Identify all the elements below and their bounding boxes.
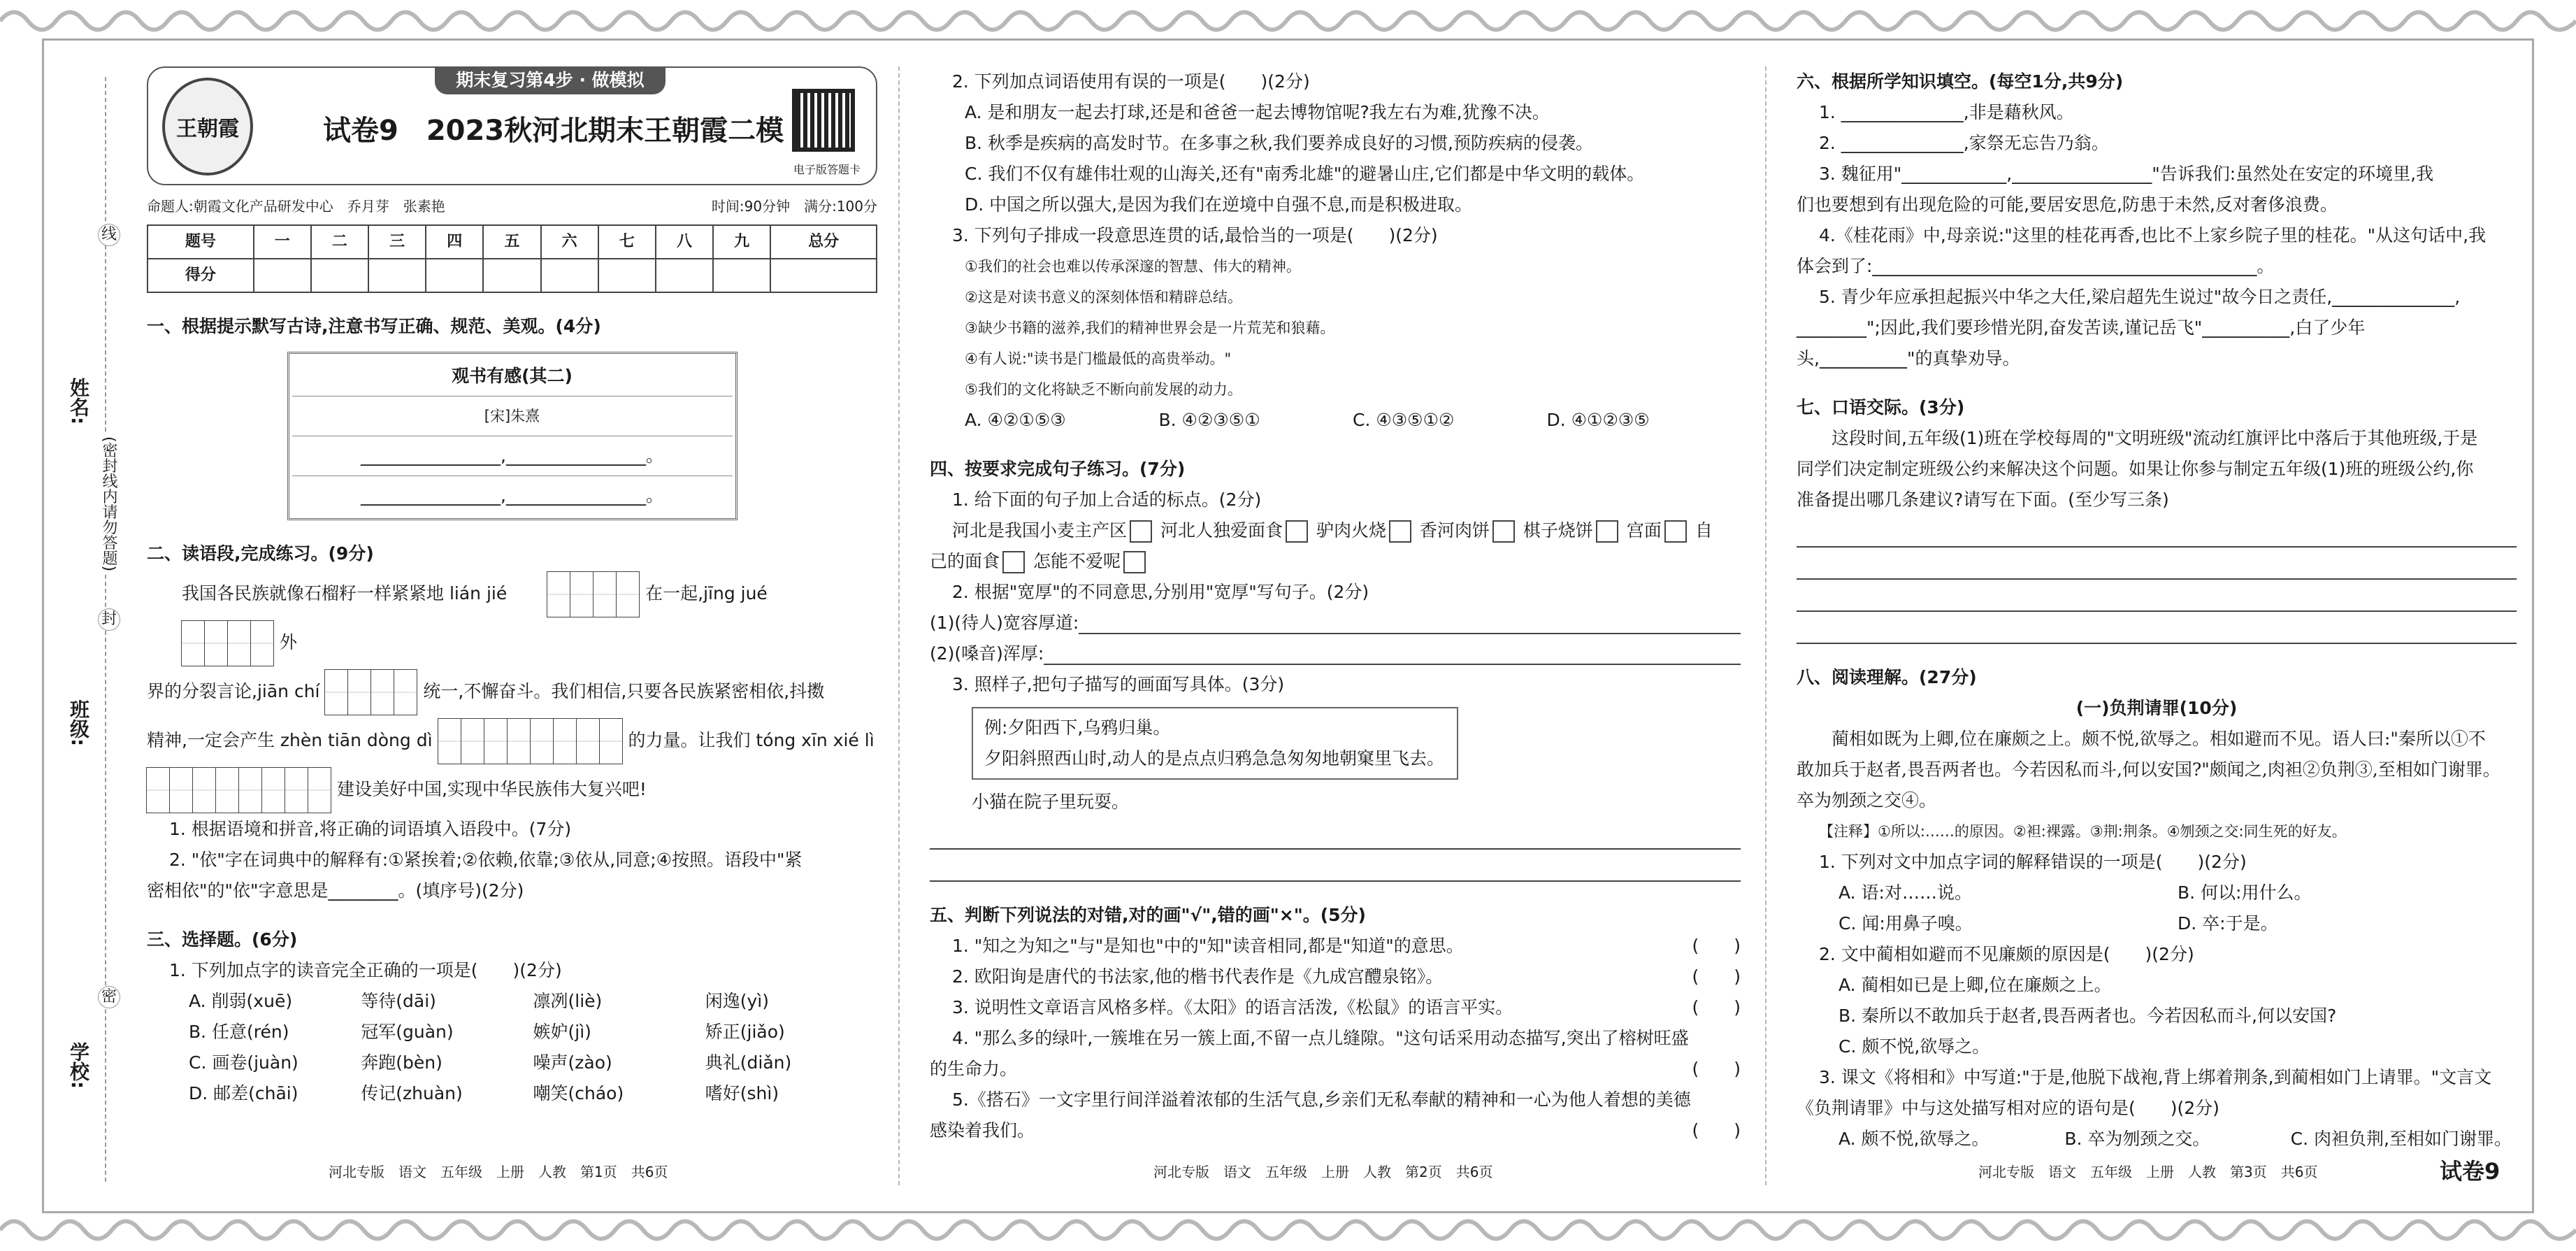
fill-item[interactable]: 1. ______________,非是藉秋风。	[1819, 102, 2074, 122]
judge-item: 3. 说明性文章语言风格多样。《太阳》的语言活泼,《松鼠》的语言平实。 ( )	[930, 992, 1741, 1023]
option[interactable]: C. 颇不悦,欲辱之。	[1839, 1036, 1990, 1057]
option-row[interactable]: A. ④②①⑤③ B. ④②③⑤① C. ④③⑤①② D. ④①②③⑤	[965, 410, 1650, 430]
reading-question-2: 2. 文中蔺相如避而不见廉颇的原因是( )(2分)	[1819, 944, 2194, 964]
prompt-text: 这段时间,五年级(1)班在学校每周的"文明班级"流动红旗评比中落后于其他班级,于是	[1832, 428, 2478, 448]
option[interactable]: B. 秦所以不敢加兵于赵者,畏吾两者也。今若因私而斗,何以安国?	[1839, 1006, 2337, 1026]
column-divider	[1765, 66, 1766, 1185]
judge-item: 感染着我们。 ( )	[930, 1115, 1741, 1146]
poem-box	[287, 352, 737, 520]
classical-text: 敢加兵于赵者,畏吾两者也。今若因私而斗,何以安国?"颇闻之,肉袒②负荆③,至相如门谢罪。	[1797, 759, 2501, 780]
poem-answer-line[interactable]: ________________,________________。	[292, 436, 733, 476]
judge-item: 1. "知之为知之"与"是知也"中的"知"读音相同,都是"知道"的意思。 ( )	[930, 931, 1741, 962]
score-cell[interactable]	[713, 259, 770, 292]
pinyin-writing-grid[interactable]	[325, 669, 417, 715]
score-header-cell: 一	[254, 225, 311, 259]
exam-time: 时间:90分钟 满分:100分	[711, 198, 877, 215]
poem-author: [宋]朱熹	[292, 396, 733, 436]
qr-caption: 电子版答题卡	[793, 163, 861, 176]
s2-question-1: 1. 根据语境和拼音,将正确的词语填入语段中。(7分)	[169, 819, 572, 839]
score-header-cell: 九	[713, 225, 770, 259]
option[interactable]: D. 中国之所以强大,是因为我们在逆境中自强不息,而是积极进取。	[965, 194, 1473, 215]
brand-logo: 王朝霞	[162, 78, 253, 176]
score-cell[interactable]	[598, 259, 656, 292]
sentence-item: ②这是对读书意义的深刻体悟和精辟总结。	[965, 289, 1242, 306]
punctuation-box[interactable]	[1596, 520, 1618, 543]
passage-text: 在一起,jīng jué	[645, 583, 768, 603]
answer-paren[interactable]: ( )	[1692, 997, 1741, 1017]
option-row[interactable]: A. 语:对……说。 B. 何以:用什么。	[1839, 882, 2312, 903]
score-cell[interactable]	[426, 259, 483, 292]
score-row	[147, 259, 877, 292]
score-row-label: 得分	[147, 259, 254, 292]
option-row[interactable]: A. 削弱(xuē) 等待(dāi) 凛冽(liè) 闲逸(yì)	[189, 991, 769, 1011]
reading-question-3-cont: 《负荆请罪》中与这处描写相对应的语句是( )(2分)	[1797, 1098, 2219, 1118]
passage-text: 统一,不懈奋斗。我们相信,只要各民族紧密相依,抖擞	[423, 681, 825, 701]
prompt-text: 同学们决定制定班级公约来解决这个问题。如果让你参与制定五年级(1)班的班级公约,你	[1797, 459, 2474, 479]
bottom-wave-border	[0, 1209, 2576, 1251]
s3-question-2: 2. 下列加点词语使用有误的一项是( )(2分)	[952, 71, 1310, 92]
score-table	[147, 224, 877, 293]
score-cell[interactable]	[770, 259, 877, 292]
score-header-cell: 七	[598, 225, 656, 259]
passage-text: 精神,一定会产生 zhèn tiān dòng dì	[147, 730, 433, 750]
s3-question-3: 3. 下列句子排成一段意思连贯的话,最恰当的一项是( )(2分)	[952, 225, 1438, 245]
s2-question-2-cont: 密相依"的"依"字意思是________。(填序号)(2分)	[147, 880, 524, 901]
sentence-item: ④有人说:"读书是门槛最低的高贵举动。"	[965, 350, 1232, 367]
page-3-column	[1797, 66, 2517, 1157]
pinyin-writing-grid[interactable]	[147, 620, 274, 666]
score-header-cell: 总分	[770, 225, 877, 259]
section-8-title: 八、阅读理解。(27分)	[1797, 667, 1977, 687]
classical-text: 卒为刎颈之交④。	[1797, 790, 1937, 810]
score-cell[interactable]	[311, 259, 368, 292]
passage-line	[147, 667, 877, 716]
page-footer: 河北专版 语文 五年级 上册 人教 第2页 共6页	[1153, 1164, 1493, 1180]
section-2-title: 二、读语段,完成练习。(9分)	[147, 543, 374, 564]
section-1-title: 一、根据提示默写古诗,注意书写正确、规范、美观。(4分)	[147, 316, 601, 336]
prompt-text: 准备提出哪几条建议?请写在下面。(至少写三条)	[1797, 489, 2169, 510]
punctuation-box[interactable]	[1664, 520, 1687, 543]
section-6-title: 六、根据所学知识填空。(每空1分,共9分)	[1797, 71, 2124, 92]
s3-question-1: 1. 下列加点字的读音完全正确的一项是( )(2分)	[169, 960, 562, 980]
answer-line-row: (1)(待人)宽容厚道:	[930, 608, 1741, 638]
punctuation-line: 河北是我国小麦主产区 河北人独爱面食 驴肉火烧 香河肉饼 棋子烧饼 宫面 自	[930, 515, 1741, 546]
poem-title: 观书有感(其二)	[292, 357, 733, 396]
option-row[interactable]: D. 邮差(chāi) 传记(zhuàn) 嘲笑(cháo) 嗜好(shì)	[189, 1083, 779, 1103]
exam-header	[147, 66, 877, 185]
sentence-item: ①我们的社会也难以传承深邃的智慧、伟大的精神。	[965, 258, 1301, 275]
fill-item[interactable]: 3. 魏征用"____________,________________"告诉我们:虽然处在安定的环境里,我	[1819, 164, 2434, 184]
punctuation-box[interactable]	[1130, 520, 1152, 543]
qr-code-icon[interactable]	[792, 89, 855, 152]
answer-line[interactable]	[1797, 515, 2517, 548]
binding-mark-seal: 封	[98, 608, 120, 631]
s4-question-1: 1. 给下面的句子加上合适的标点。(2分)	[952, 489, 1262, 510]
passage-text: 外	[279, 632, 297, 652]
fill-item[interactable]: 5. 青少年应承担起振兴中华之大任,梁启超先生说过"故今日之责任,______________,	[1819, 287, 2461, 307]
answer-line[interactable]	[1797, 612, 2517, 644]
score-cell[interactable]	[656, 259, 713, 292]
score-header-cell: 八	[656, 225, 713, 259]
annotation: 【注释】①所以:……的原因。②袒:裸露。③荆:荆条。④刎颈之交:同生死的好友。	[1819, 823, 2347, 840]
school-field-label: 学校:	[67, 1042, 90, 1089]
reading-question-3: 3. 课文《将相和》中写道:"于是,他脱下战袍,背上绑着荆条,到蔺相如门上请罪。"文言文	[1819, 1067, 2492, 1087]
section-3-title: 三、选择题。(6分)	[147, 929, 298, 950]
binding-mark-line: 线	[98, 224, 120, 246]
fill-item[interactable]: 2. ______________,家祭无忘告乃翁。	[1819, 133, 2109, 153]
exam-number-badge: 试卷9	[2440, 1158, 2501, 1185]
page-footer: 河北专版 语文 五年级 上册 人教 第3页 共6页	[1978, 1164, 2318, 1180]
option-row[interactable]: A. 颇不悦,欲辱之。 B. 卒为刎颈之交。 C. 肉袒负荆,至相如门谢罪。	[1839, 1129, 2512, 1149]
rewrite-prompt: 小猫在院子里玩耍。	[972, 792, 1130, 812]
judge-item: 2. 欧阳询是唐代的书法家,他的楷书代表作是《九成宫醴泉铭》。 ( )	[930, 962, 1741, 992]
example-line: 夕阳斜照西山时,动人的是点点归鸦急急匆匆地朝窠里飞去。	[984, 748, 1444, 769]
exam-title: 试卷9 2023秋河北期末王朝霞二模	[323, 115, 784, 147]
option[interactable]: A. 蔺相如已是上卿,位在廉颇之上。	[1839, 975, 2112, 995]
example-box	[972, 707, 1458, 780]
passage-line	[147, 569, 877, 667]
judge-item: 5.《搭石》一文字里行间洋溢着浓郁的生活气息,乡亲们无私奉献的精神和一心为他人着想的美德	[952, 1089, 1691, 1110]
answer-line[interactable]	[1079, 608, 1741, 634]
review-banner: 期末复习第4步 · 做模拟	[435, 66, 665, 94]
option-row[interactable]: B. 任意(rén) 冠军(guàn) 嫉妒(jì) 矫正(jiǎo)	[189, 1022, 785, 1042]
answer-line[interactable]	[930, 850, 1741, 882]
section-5-title: 五、判断下列说法的对错,对的画"√",错的画"×"。(5分)	[930, 905, 1366, 925]
fill-item-cont[interactable]: 体会到了:____________________________________________。	[1797, 256, 2275, 276]
answer-line[interactable]	[930, 817, 1741, 850]
passage-text: 界的分裂言论,jiān chí	[147, 681, 320, 701]
binding-note: (密封线内请勿答题)	[98, 434, 120, 574]
sentence-item: ⑤我们的文化将缺乏不断向前发展的动力。	[965, 381, 1242, 398]
punctuation-box[interactable]	[1389, 520, 1411, 543]
score-header-cell: 六	[541, 225, 598, 259]
score-header-cell: 三	[368, 225, 426, 259]
punctuation-line: 己的面食 怎能不爱呢	[930, 546, 1741, 577]
answer-line[interactable]	[1797, 580, 2517, 612]
s4-question-2: 2. 根据"宽厚"的不同意思,分别用"宽厚"写句子。(2分)	[952, 582, 1369, 602]
s2-question-2: 2. "依"字在词典中的解释有:①紧挨着;②依赖,依靠;③依从,同意;④按照。语段中"紧	[169, 850, 803, 870]
pinyin-writing-grid[interactable]	[512, 571, 640, 617]
punctuation-box[interactable]	[1492, 520, 1515, 543]
exam-meta	[147, 191, 877, 222]
name-field-label: 姓名:	[67, 378, 90, 425]
score-header-row	[147, 225, 877, 259]
page-1-column	[147, 66, 877, 1157]
judge-item: 的生命力。 ( )	[930, 1054, 1741, 1085]
passage-text: 的力量。让我们 tóng xīn xié lì	[628, 730, 875, 750]
pinyin-writing-grid[interactable]	[438, 718, 623, 764]
punctuation-box[interactable]	[1123, 551, 1146, 573]
column-divider	[898, 66, 900, 1185]
score-cell[interactable]	[541, 259, 598, 292]
answer-paren[interactable]: ( )	[1692, 1059, 1741, 1079]
page-footer: 河北专版 语文 五年级 上册 人教 第1页 共6页	[329, 1164, 668, 1180]
passage-text: 建设美好中国,实现中华民族伟大复兴吧!	[336, 779, 647, 799]
reading-title: (一)负荆请罪(10分)	[2075, 698, 2238, 718]
s4-question-3: 3. 照样子,把句子描写的画面写具体。(3分)	[952, 674, 1285, 694]
option-row[interactable]: C. 画卷(juàn) 奔跑(bèn) 噪声(zào) 典礼(diǎn)	[189, 1052, 792, 1073]
score-header-cell: 二	[311, 225, 368, 259]
fill-item-cont[interactable]: 头,__________"的真挚劝导。	[1797, 348, 2020, 369]
option[interactable]: C. 我们不仅有雄伟壮观的山海关,还有"南秀北雄"的避暑山庄,它们都是中华文明的载体。	[965, 164, 1645, 184]
option-row[interactable]: C. 闻:用鼻子嗅。 D. 卒:于是。	[1839, 913, 2278, 934]
score-cell[interactable]	[254, 259, 311, 292]
fill-item-cont: 们也要想到有出现危险的可能,要居安思危,防患于未然,反对奢侈浪费。	[1797, 194, 2338, 215]
reading-question-1: 1. 下列对文中加点字词的解释错误的一项是( )(2分)	[1819, 852, 2247, 872]
section-7-title: 七、口语交际。(3分)	[1797, 397, 1965, 417]
answer-line-row: (2)(嗓音)浑厚:	[930, 638, 1741, 669]
page-2-column	[930, 66, 1741, 1157]
exam-author: 命题人:朝霞文化产品研发中心 乔月芽 张素艳	[147, 198, 445, 215]
answer-paren[interactable]: ( )	[1692, 966, 1741, 987]
section-4-title: 四、按要求完成句子练习。(7分)	[930, 459, 1186, 479]
answer-line[interactable]	[1044, 638, 1741, 665]
passage-line	[147, 716, 877, 765]
example-line: 例:夕阳西下,乌鸦归巢。	[984, 717, 1171, 738]
sentence-item: ③缺少书籍的滋养,我们的精神世界会是一片荒芜和狼藉。	[965, 320, 1335, 336]
score-cell[interactable]	[483, 259, 540, 292]
poem-answer-line[interactable]: ________________,________________。	[361, 485, 663, 506]
score-header-cell: 题号	[147, 225, 254, 259]
option[interactable]: B. 秋季是疾病的高发时节。在多事之秋,我们要养成良好的习惯,预防疾病的侵袭。	[965, 133, 1593, 153]
score-header-cell: 五	[483, 225, 540, 259]
score-cell[interactable]	[368, 259, 426, 292]
top-wave-border	[0, 0, 2576, 42]
fill-item: 4.《桂花雨》中,母亲说:"这里的桂花再香,也比不上家乡院子里的桂花。"从这句话中,我	[1819, 225, 2487, 245]
class-field-label: 班级:	[67, 699, 90, 747]
fill-item-cont[interactable]: ________";因此,我们要珍惜光阴,奋发苦读,谨记岳飞"__________,白了少年	[1797, 317, 2366, 338]
answer-line[interactable]	[1797, 548, 2517, 580]
passage-text: 我国各民族就像石榴籽一样紧紧地 lián jié	[182, 583, 508, 603]
score-header-cell: 四	[426, 225, 483, 259]
passage-line	[147, 765, 877, 814]
binding-mark-secret: 密	[98, 986, 120, 1008]
answer-paren[interactable]: ( )	[1692, 936, 1741, 956]
judge-item: 4. "那么多的绿叶,一簇堆在另一簇上面,不留一点儿缝隙。"这句话采用动态描写,突出了榕树旺盛	[952, 1028, 1689, 1048]
classical-text: 蔺相如既为上卿,位在廉颇之上。颇不悦,欲辱之。相如避而不见。语人曰:"秦所以①不	[1832, 729, 2486, 749]
answer-paren[interactable]: ( )	[1692, 1120, 1741, 1141]
pinyin-writing-grid[interactable]	[147, 767, 331, 813]
punctuation-box[interactable]	[1002, 551, 1025, 573]
option[interactable]: A. 是和朋友一起去打球,还是和爸爸一起去博物馆呢?我左右为难,犹豫不决。	[965, 102, 1550, 122]
punctuation-box[interactable]	[1286, 520, 1308, 543]
